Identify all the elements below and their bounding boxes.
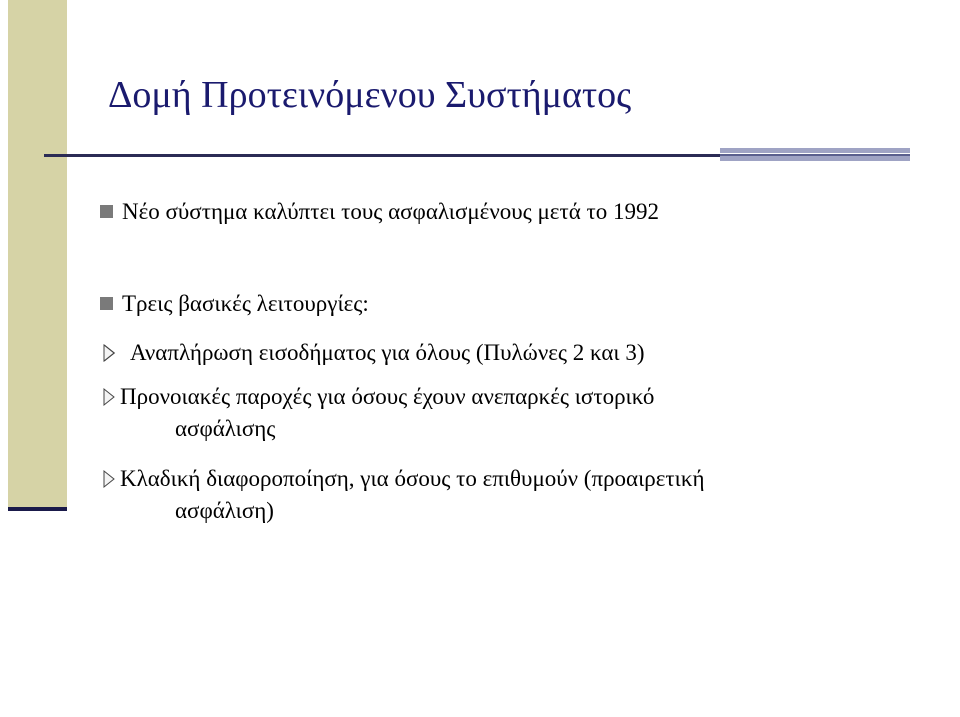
subbullet-text: Κλαδική διαφοροποίηση, για όσους το επιθυμούν (προαιρετική (120, 466, 705, 491)
bullet-text: Τρεις βασικές λειτουργίες: (122, 291, 369, 316)
subbullet-text-continued: ασφάλιση) (175, 498, 274, 523)
subbullet-text: Αναπλήρωση εισοδήματος για όλους (Πυλώνες 2 και 3) (130, 340, 645, 365)
subbullet-text: Προνοιακές παροχές για όσους έχουν ανεπαρκές ιστορικό (120, 384, 655, 409)
title-divider (44, 154, 724, 157)
left-accent-underline (8, 507, 67, 511)
title-divider-accent (720, 148, 910, 166)
left-accent-bar (8, 0, 67, 510)
square-bullet-icon (100, 205, 113, 218)
square-bullet-icon (100, 297, 113, 310)
arrow-bullet-icon (100, 463, 120, 495)
bullet-text: Νέο σύστημα καλύπτει τους ασφαλισμένους μετά το 1992 (122, 199, 659, 224)
slide-title: Δομή Προτεινόμενου Συστήματος (108, 74, 632, 116)
subbullet-text-continued: ασφάλισης (175, 416, 276, 441)
arrow-bullet-icon (100, 381, 120, 413)
arrow-bullet-icon (100, 337, 120, 369)
